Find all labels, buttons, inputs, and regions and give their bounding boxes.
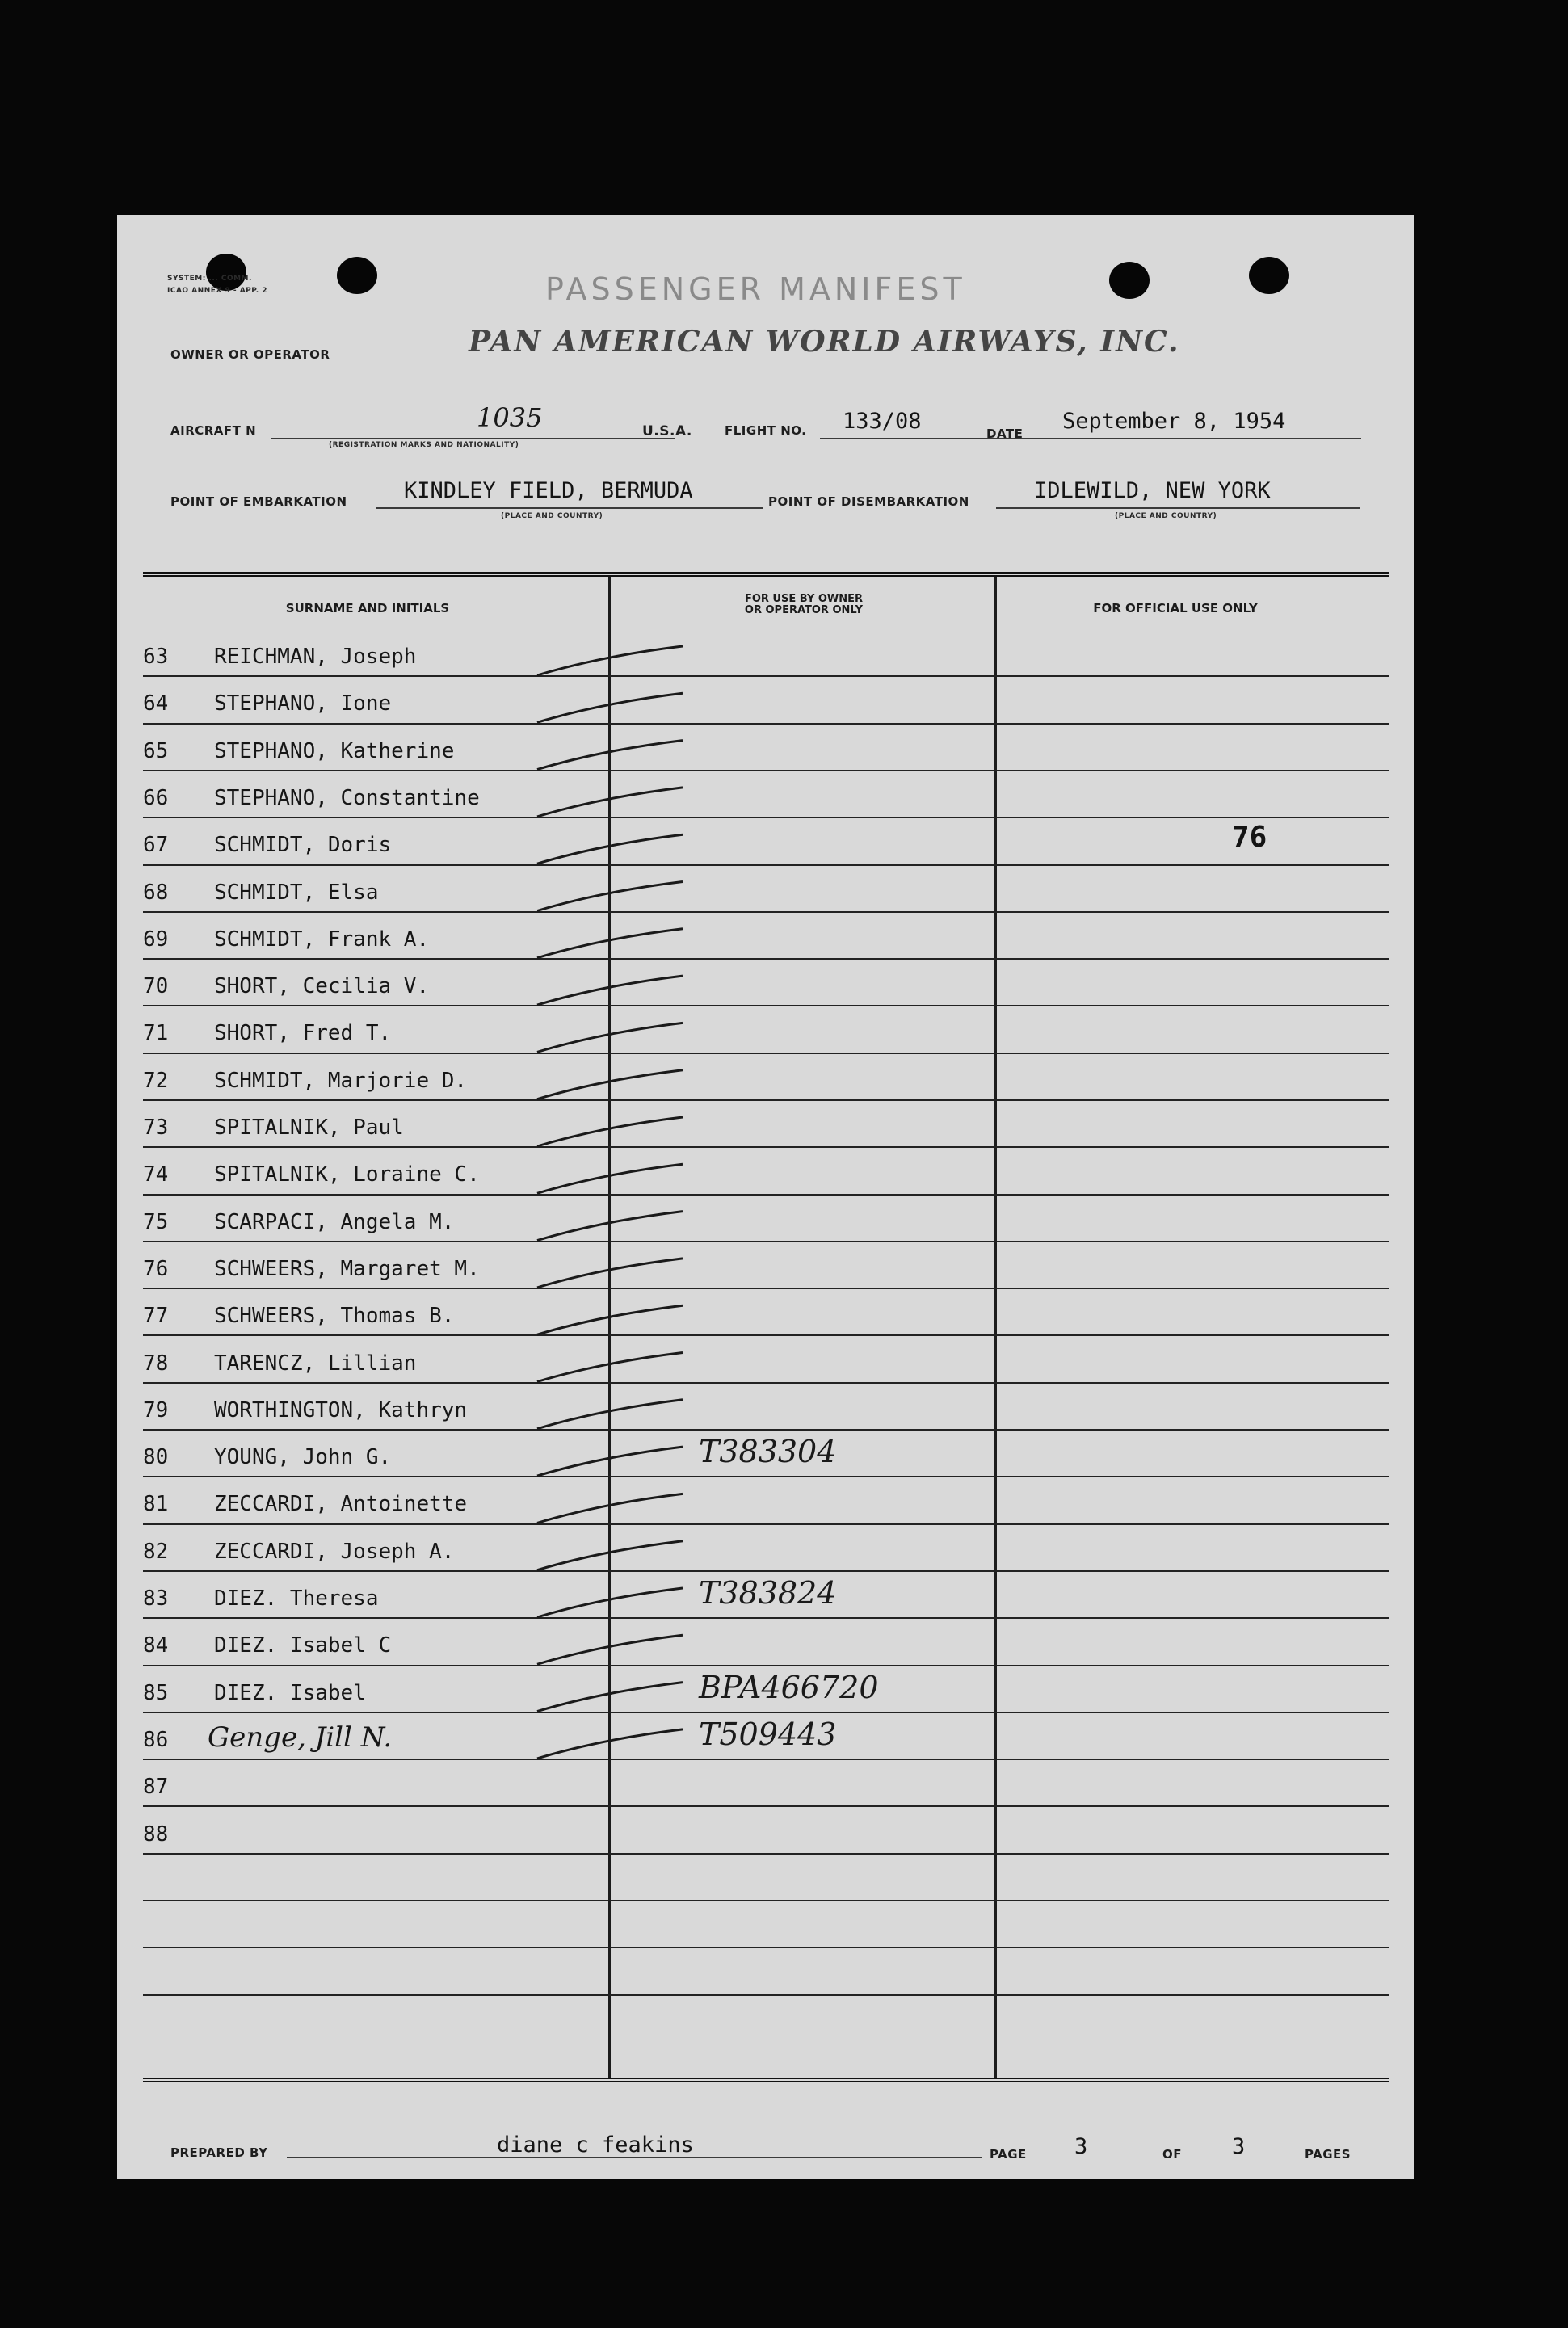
form-reference-line1: SYSTEM: ... COMM.	[167, 275, 252, 283]
row-number: 69	[143, 927, 169, 952]
check-mark	[537, 1588, 683, 1617]
passenger-name: ZECCARDI, Joseph A.	[214, 1540, 455, 1564]
check-mark	[537, 1447, 683, 1476]
passenger-name: SPITALNIK, Paul	[214, 1116, 404, 1140]
form-reference-line2: ICAO ANNEX 9 - APP. 2	[167, 287, 268, 295]
check-mark	[537, 1117, 683, 1146]
check-mark	[537, 1635, 683, 1664]
check-mark	[537, 1353, 683, 1382]
check-mark	[537, 834, 683, 864]
check-mark	[537, 1259, 683, 1288]
passenger-name: SPITALNIK, Loraine C.	[214, 1162, 480, 1187]
passenger-name: DIEZ. Isabel	[214, 1681, 366, 1705]
row-number: 78	[143, 1351, 169, 1376]
row-number: 63	[143, 645, 169, 669]
date-label: DATE	[986, 427, 1024, 441]
row-number: 70	[143, 974, 169, 998]
check-mark	[537, 1683, 683, 1712]
passenger-name: SCHMIDT, Frank A.	[214, 927, 430, 952]
row-number: 74	[143, 1162, 169, 1187]
official-use-note: 76	[1232, 821, 1267, 854]
passenger-name: WORTHINGTON, Kathryn	[214, 1398, 468, 1422]
check-mark	[537, 929, 683, 958]
check-mark	[537, 1212, 683, 1241]
row-number: 75	[143, 1210, 169, 1234]
of-label: OF	[1162, 2147, 1182, 2162]
embarkation-label: POINT OF EMBARKATION	[170, 494, 347, 509]
check-mark	[537, 788, 683, 817]
check-mark	[537, 1305, 683, 1334]
check-mark	[537, 646, 683, 675]
airline-name: PAN AMERICAN WORLD AIRWAYS, INC.	[469, 325, 1180, 359]
passenger-name: DIEZ. Isabel C	[214, 1633, 392, 1658]
embarkation-place-caption: (PLACE AND COUNTRY)	[501, 512, 603, 520]
row-number: 82	[143, 1540, 169, 1564]
owner-use-note: T383824	[699, 1575, 837, 1611]
owner-column-header-line1: FOR USE BY OWNER	[744, 593, 864, 605]
prepared-by-label: PREPARED BY	[170, 2145, 268, 2160]
passenger-name: REICHMAN, Joseph	[214, 645, 417, 669]
passenger-name: SCHMIDT, Marjorie D.	[214, 1069, 468, 1093]
passenger-name: SCHMIDT, Elsa	[214, 880, 379, 905]
row-number: 64	[143, 691, 169, 716]
pages-label: PAGES	[1305, 2147, 1352, 2162]
disembarkation-label: POINT OF DISEMBARKATION	[768, 494, 969, 509]
passenger-name: STEPHANO, Katherine	[214, 739, 455, 763]
row-number: 79	[143, 1398, 169, 1422]
row-number: 87	[143, 1775, 169, 1799]
row-number: 67	[143, 833, 169, 857]
check-mark	[537, 1729, 683, 1759]
owner-column-header-line2: OR OPERATOR ONLY	[744, 604, 864, 616]
row-number: 88	[143, 1822, 169, 1847]
check-mark	[537, 1541, 683, 1570]
row-number: 65	[143, 739, 169, 763]
passenger-name: SHORT, Fred T.	[214, 1021, 392, 1045]
owner-use-note: T509443	[699, 1717, 837, 1752]
owner-operator-label: OWNER OR OPERATOR	[170, 347, 330, 362]
check-mark	[537, 882, 683, 911]
check-mark	[537, 1070, 683, 1099]
passenger-name: Genge, Jill N.	[208, 1721, 393, 1754]
passenger-name: SCHMIDT, Doris	[214, 833, 392, 857]
passenger-name: SCHWEERS, Thomas B.	[214, 1304, 455, 1328]
row-number: 76	[143, 1257, 169, 1281]
row-number: 73	[143, 1116, 169, 1140]
disembarkation-place-caption: (PLACE AND COUNTRY)	[1115, 512, 1217, 520]
row-number: 83	[143, 1586, 169, 1611]
passenger-name: TARENCZ, Lillian	[214, 1351, 417, 1376]
row-number: 77	[143, 1304, 169, 1328]
aircraft-label: AIRCRAFT N	[170, 423, 257, 438]
row-number: 71	[143, 1021, 169, 1045]
check-mark	[537, 1400, 683, 1429]
row-number: 66	[143, 786, 169, 810]
check-mark	[537, 1023, 683, 1052]
passenger-name: YOUNG, John G.	[214, 1445, 392, 1469]
check-mark	[537, 741, 683, 770]
owner-use-note: T383304	[699, 1434, 837, 1469]
row-number: 68	[143, 880, 169, 905]
flight-label: FLIGHT NO.	[725, 423, 807, 438]
check-mark	[537, 976, 683, 1005]
disembarkation-value: IDLEWILD, NEW YORK	[1034, 478, 1271, 503]
check-mark	[537, 693, 683, 722]
form-title: PASSENGER MANIFEST	[545, 271, 966, 307]
passenger-name: DIEZ. Theresa	[214, 1586, 379, 1611]
passenger-name: SHORT, Cecilia V.	[214, 974, 430, 998]
manifest-sheet	[117, 215, 1414, 2179]
aircraft-value: 1035	[477, 402, 543, 433]
check-marks-layer	[117, 215, 1414, 2179]
embarkation-value: KINDLEY FIELD, BERMUDA	[404, 478, 693, 503]
of-value: 3	[1232, 2134, 1246, 2159]
check-mark	[537, 1494, 683, 1523]
nationality-value: U.S.A.	[642, 423, 692, 439]
prepared-by-value: diane c feakins	[497, 2133, 694, 2158]
date-value: September 8, 1954	[1062, 409, 1286, 434]
page-label: PAGE	[990, 2147, 1027, 2162]
passenger-name: SCHWEERS, Margaret M.	[214, 1257, 480, 1281]
check-mark	[537, 1164, 683, 1193]
registration-caption: (REGISTRATION MARKS AND NATIONALITY)	[329, 441, 519, 449]
page-value: 3	[1074, 2134, 1088, 2159]
official-column-header: FOR OFFICIAL USE ONLY	[1093, 601, 1258, 616]
passenger-name: STEPHANO, Constantine	[214, 786, 480, 810]
row-number: 81	[143, 1492, 169, 1516]
surname-column-header: SURNAME AND INITIALS	[285, 601, 450, 616]
flight-value: 133/08	[843, 409, 922, 434]
passenger-name: ZECCARDI, Antoinette	[214, 1492, 468, 1516]
passenger-name: SCARPACI, Angela M.	[214, 1210, 455, 1234]
row-number: 80	[143, 1445, 169, 1469]
row-number: 84	[143, 1633, 169, 1658]
row-number: 86	[143, 1728, 169, 1752]
row-number: 85	[143, 1681, 169, 1705]
passenger-name: STEPHANO, Ione	[214, 691, 392, 716]
row-number: 72	[143, 1069, 169, 1093]
owner-use-note: BPA466720	[699, 1670, 879, 1705]
